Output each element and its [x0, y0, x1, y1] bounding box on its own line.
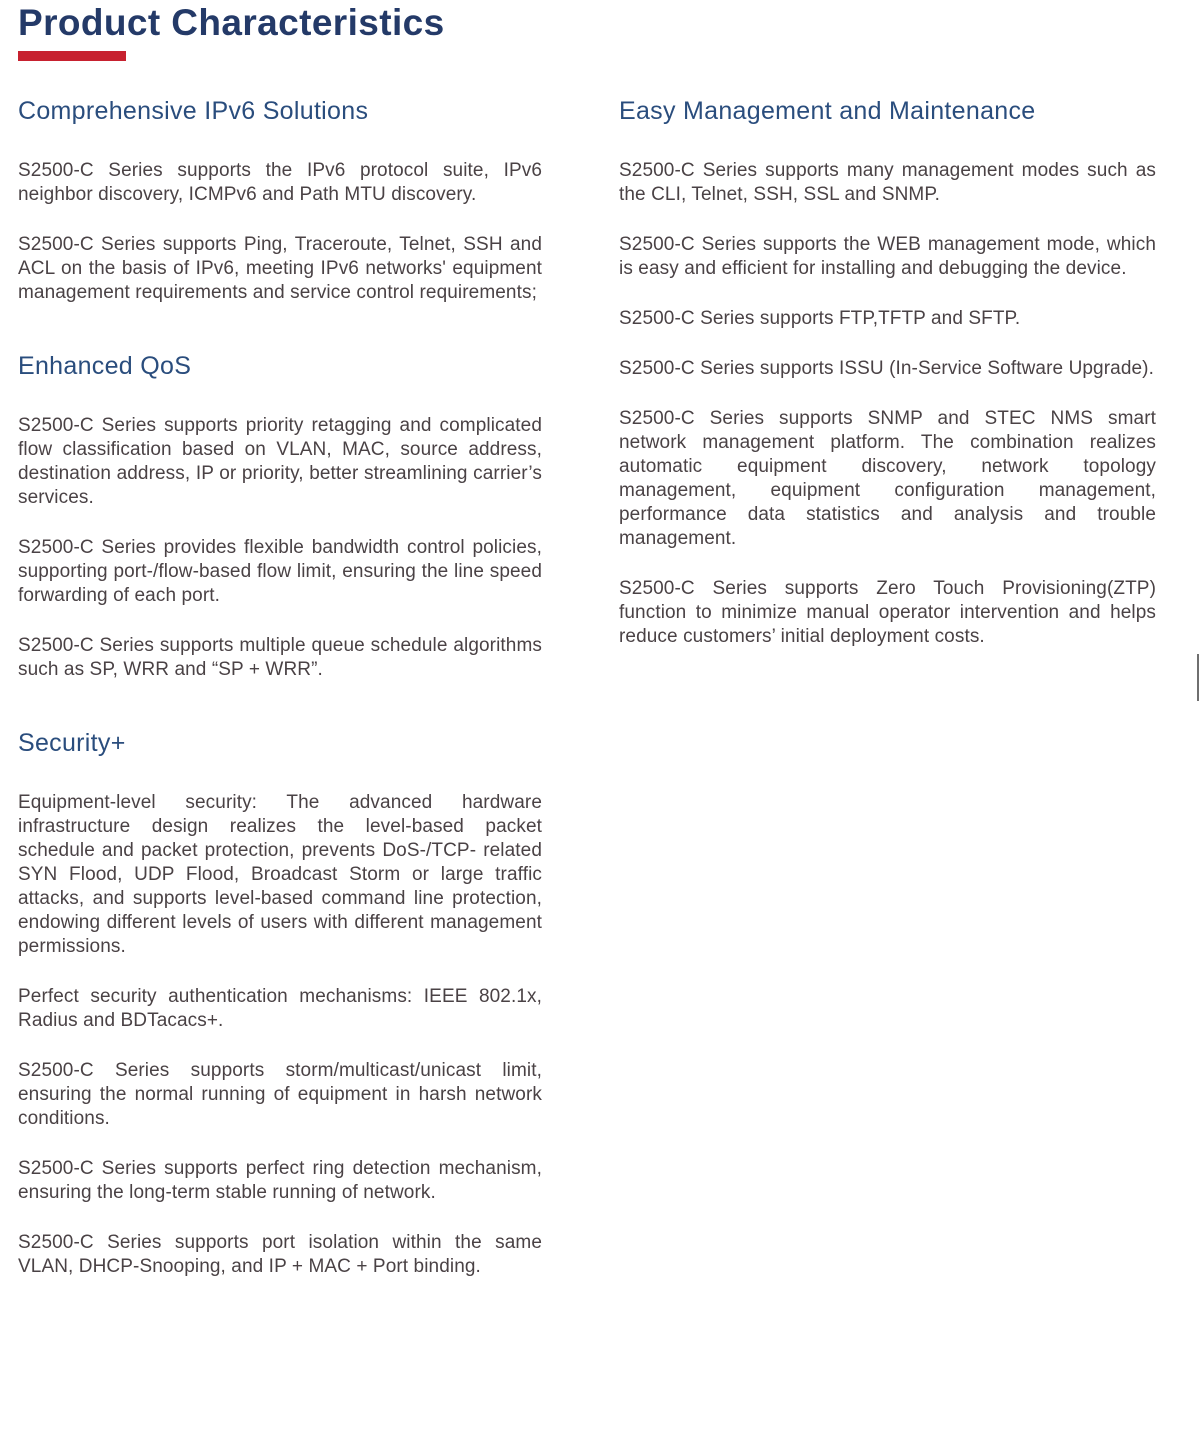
paragraph: S2500-C Series supports FTP,TFTP and SFTP.: [619, 308, 1021, 329]
section-heading-ipv6: Comprehensive IPv6 Solutions: [18, 97, 369, 125]
paragraph: S2500-C Series supports the IPv6 protocol suite, IPv6 neighbor discovery, ICMPv6 and Path MTU discovery.: [18, 160, 542, 205]
section-enhanced-qos: [18, 351, 542, 682]
section-security-plus: [18, 728, 542, 1279]
right-column: [619, 96, 1156, 1279]
paragraph: S2500-C Series supports SNMP and STEC NMS smart network management platform. The combination realizes automatic equipment discovery, network topology management, equipment configuration management, performance data statistics and analysis and trouble management.: [619, 408, 1156, 549]
page-edge-artifact-line: [1197, 654, 1199, 701]
page-header: [18, 2, 1155, 61]
paragraph: S2500-C Series provides flexible bandwidth control policies, supporting port-/flow-based flow limit, ensuring the line speed forwarding of each port.: [18, 537, 542, 606]
paragraph: S2500-C Series supports the WEB management mode, which is easy and efficient for installing and debugging the device.: [619, 234, 1156, 279]
paragraph: S2500-C Series supports many management modes such as the CLI, Telnet, SSH, SSL and SNMP.: [619, 160, 1156, 205]
section-heading-management: Easy Management and Maintenance: [619, 97, 1036, 125]
paragraph: S2500-C Series supports Zero Touch Provisioning(ZTP) function to minimize manual operator intervention and helps reduce customers’ initial deployment costs.: [619, 578, 1156, 647]
paragraph: S2500-C Series supports port isolation within the same VLAN, DHCP-Snooping, and IP + MAC + Port binding.: [18, 1232, 542, 1277]
content-columns: [18, 96, 1155, 1279]
paragraph: S2500-C Series supports multiple queue schedule algorithms such as SP, WRR and “SP + WRR”.: [18, 635, 542, 680]
title-accent-bar: [18, 51, 126, 61]
section-comprehensive-ipv6: [18, 96, 542, 305]
paragraph: Perfect security authentication mechanisms: IEEE 802.1x, Radius and BDTacacs+.: [18, 986, 542, 1031]
paragraph: S2500-C Series supports ISSU (In-Service Software Upgrade).: [619, 358, 1154, 379]
page-title: Product Characteristics: [18, 2, 445, 43]
left-column: [18, 96, 542, 1279]
paragraph: S2500-C Series supports priority retagging and complicated flow classification based on VLAN, MAC, source address, destination address, IP or priority, better streamlining carrier’s services.: [18, 415, 542, 508]
section-easy-management: [619, 96, 1156, 649]
section-heading-qos: Enhanced QoS: [18, 352, 192, 380]
paragraph: S2500-C Series supports perfect ring detection mechanism, ensuring the long-term stable running of network.: [18, 1158, 542, 1203]
paragraph: S2500-C Series supports Ping, Traceroute, Telnet, SSH and ACL on the basis of IPv6, meeting IPv6 networks' equipment management requirements and service control requirements;: [18, 234, 542, 303]
section-heading-security: Security+: [18, 729, 126, 757]
paragraph: Equipment-level security: The advanced hardware infrastructure design realizes the level-based packet schedule and packet protection, prevents DoS-/TCP- related SYN Flood, UDP Flood, Broadcast Storm or large traffic attacks, and supports level-based command line protection, endowing different levels of users with different management permissions.: [18, 792, 542, 957]
paragraph: S2500-C Series supports storm/multicast/unicast limit, ensuring the normal running of equipment in harsh network conditions.: [18, 1060, 542, 1129]
